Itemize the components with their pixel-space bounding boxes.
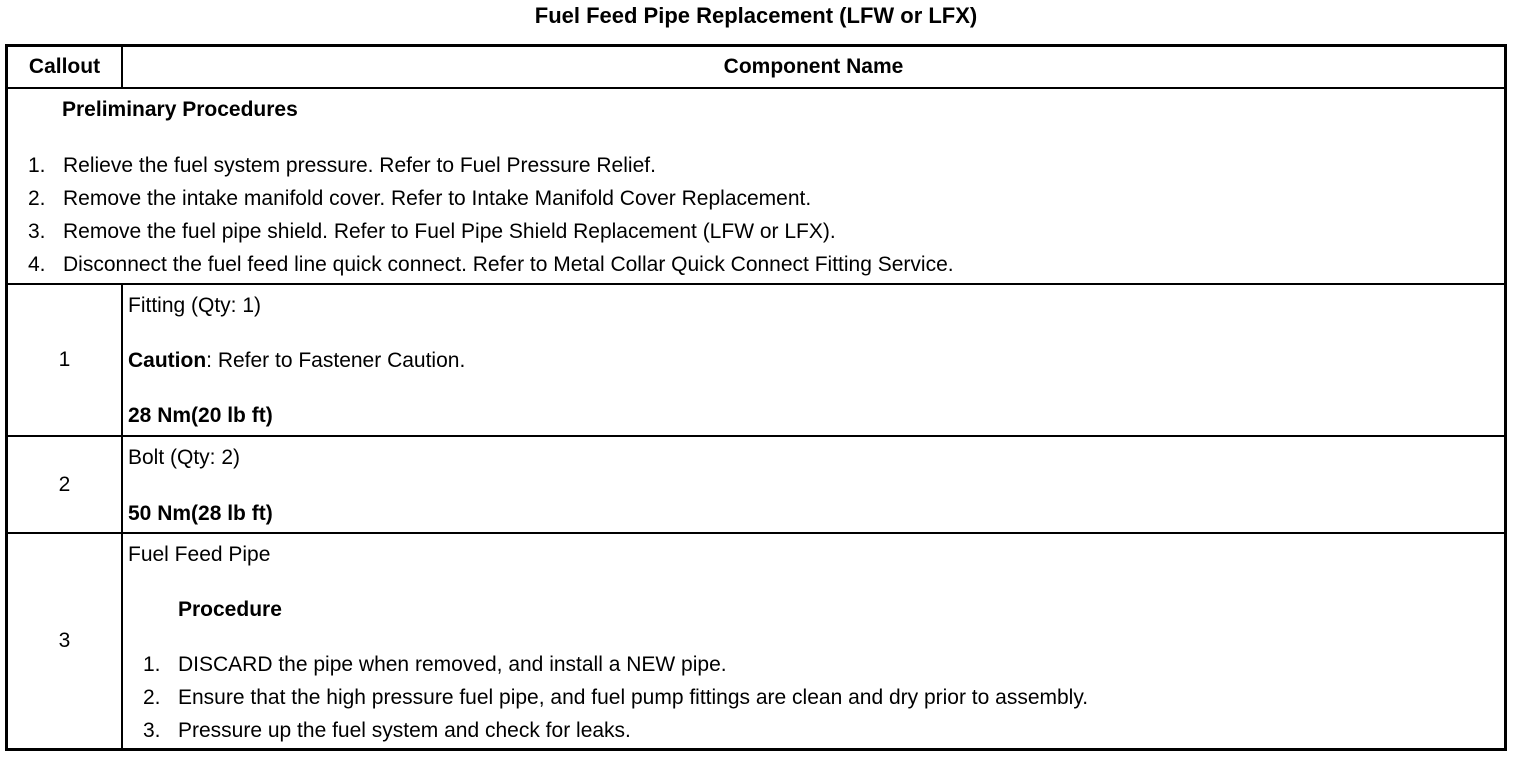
preliminary-step xyxy=(28,186,811,212)
preliminary-procedures-row xyxy=(8,89,1504,285)
callout-cell: 3 xyxy=(8,534,123,748)
table-row xyxy=(8,534,1504,748)
torque-spec: 28 Nm(20 lb ft) xyxy=(128,404,273,427)
document-title: Fuel Feed Pipe Replacement (LFW or LFX) xyxy=(534,3,978,28)
callout-cell: 2 xyxy=(8,437,123,532)
caution-label: Caution xyxy=(128,349,207,372)
preliminary-step xyxy=(28,153,656,179)
step-text: Ensure that the high pressure fuel pipe, and fuel pump fittings are clean and dry prior to assembly. xyxy=(178,686,1089,709)
preliminary-step xyxy=(28,219,836,245)
table-header-row xyxy=(8,47,1504,89)
step-number: 1. xyxy=(28,154,46,177)
callout-column-header: Callout xyxy=(8,47,123,87)
procedure-step xyxy=(143,652,727,678)
component-table xyxy=(5,44,1507,751)
step-number: 3. xyxy=(143,719,161,742)
callout-cell: 1 xyxy=(8,285,123,435)
step-text: Pressure up the fuel system and check for leaks. xyxy=(178,719,631,742)
component-name: Fuel Feed Pipe xyxy=(128,543,271,566)
component-cell xyxy=(123,285,1504,435)
component-cell xyxy=(123,534,1504,748)
component-name: Fitting (Qty: 1) xyxy=(128,294,262,317)
component-name: Bolt (Qty: 2) xyxy=(128,446,241,469)
caution-text: : Refer to Fastener Caution. xyxy=(206,349,466,372)
step-number: 3. xyxy=(28,220,46,243)
step-text: Remove the intake manifold cover. Refer to Intake Manifold Cover Replacement. xyxy=(63,187,812,210)
procedure-step xyxy=(143,685,1088,711)
table-row xyxy=(8,437,1504,534)
component-cell xyxy=(123,437,1504,532)
step-number: 2. xyxy=(143,686,161,709)
step-text: DISCARD the pipe when removed, and install a NEW pipe. xyxy=(178,653,727,676)
procedure-step xyxy=(143,718,631,744)
preliminary-step xyxy=(28,252,954,278)
torque-spec: 50 Nm(28 lb ft) xyxy=(128,502,273,525)
caution-note xyxy=(128,348,465,374)
step-text: Remove the fuel pipe shield. Refer to Fuel Pipe Shield Replacement (LFW or LFX). xyxy=(63,220,836,243)
preliminary-heading: Preliminary Procedures xyxy=(62,98,298,121)
step-number: 2. xyxy=(28,187,46,210)
component-name-column-header: Component Name xyxy=(723,55,904,78)
procedure-heading: Procedure xyxy=(178,598,282,621)
step-number: 1. xyxy=(143,653,161,676)
step-text: Relieve the fuel system pressure. Refer to Fuel Pressure Relief. xyxy=(63,154,656,177)
step-number: 4. xyxy=(28,253,46,276)
step-text: Disconnect the fuel feed line quick connect. Refer to Metal Collar Quick Connect Fitting Service. xyxy=(63,253,954,276)
table-row xyxy=(8,285,1504,437)
